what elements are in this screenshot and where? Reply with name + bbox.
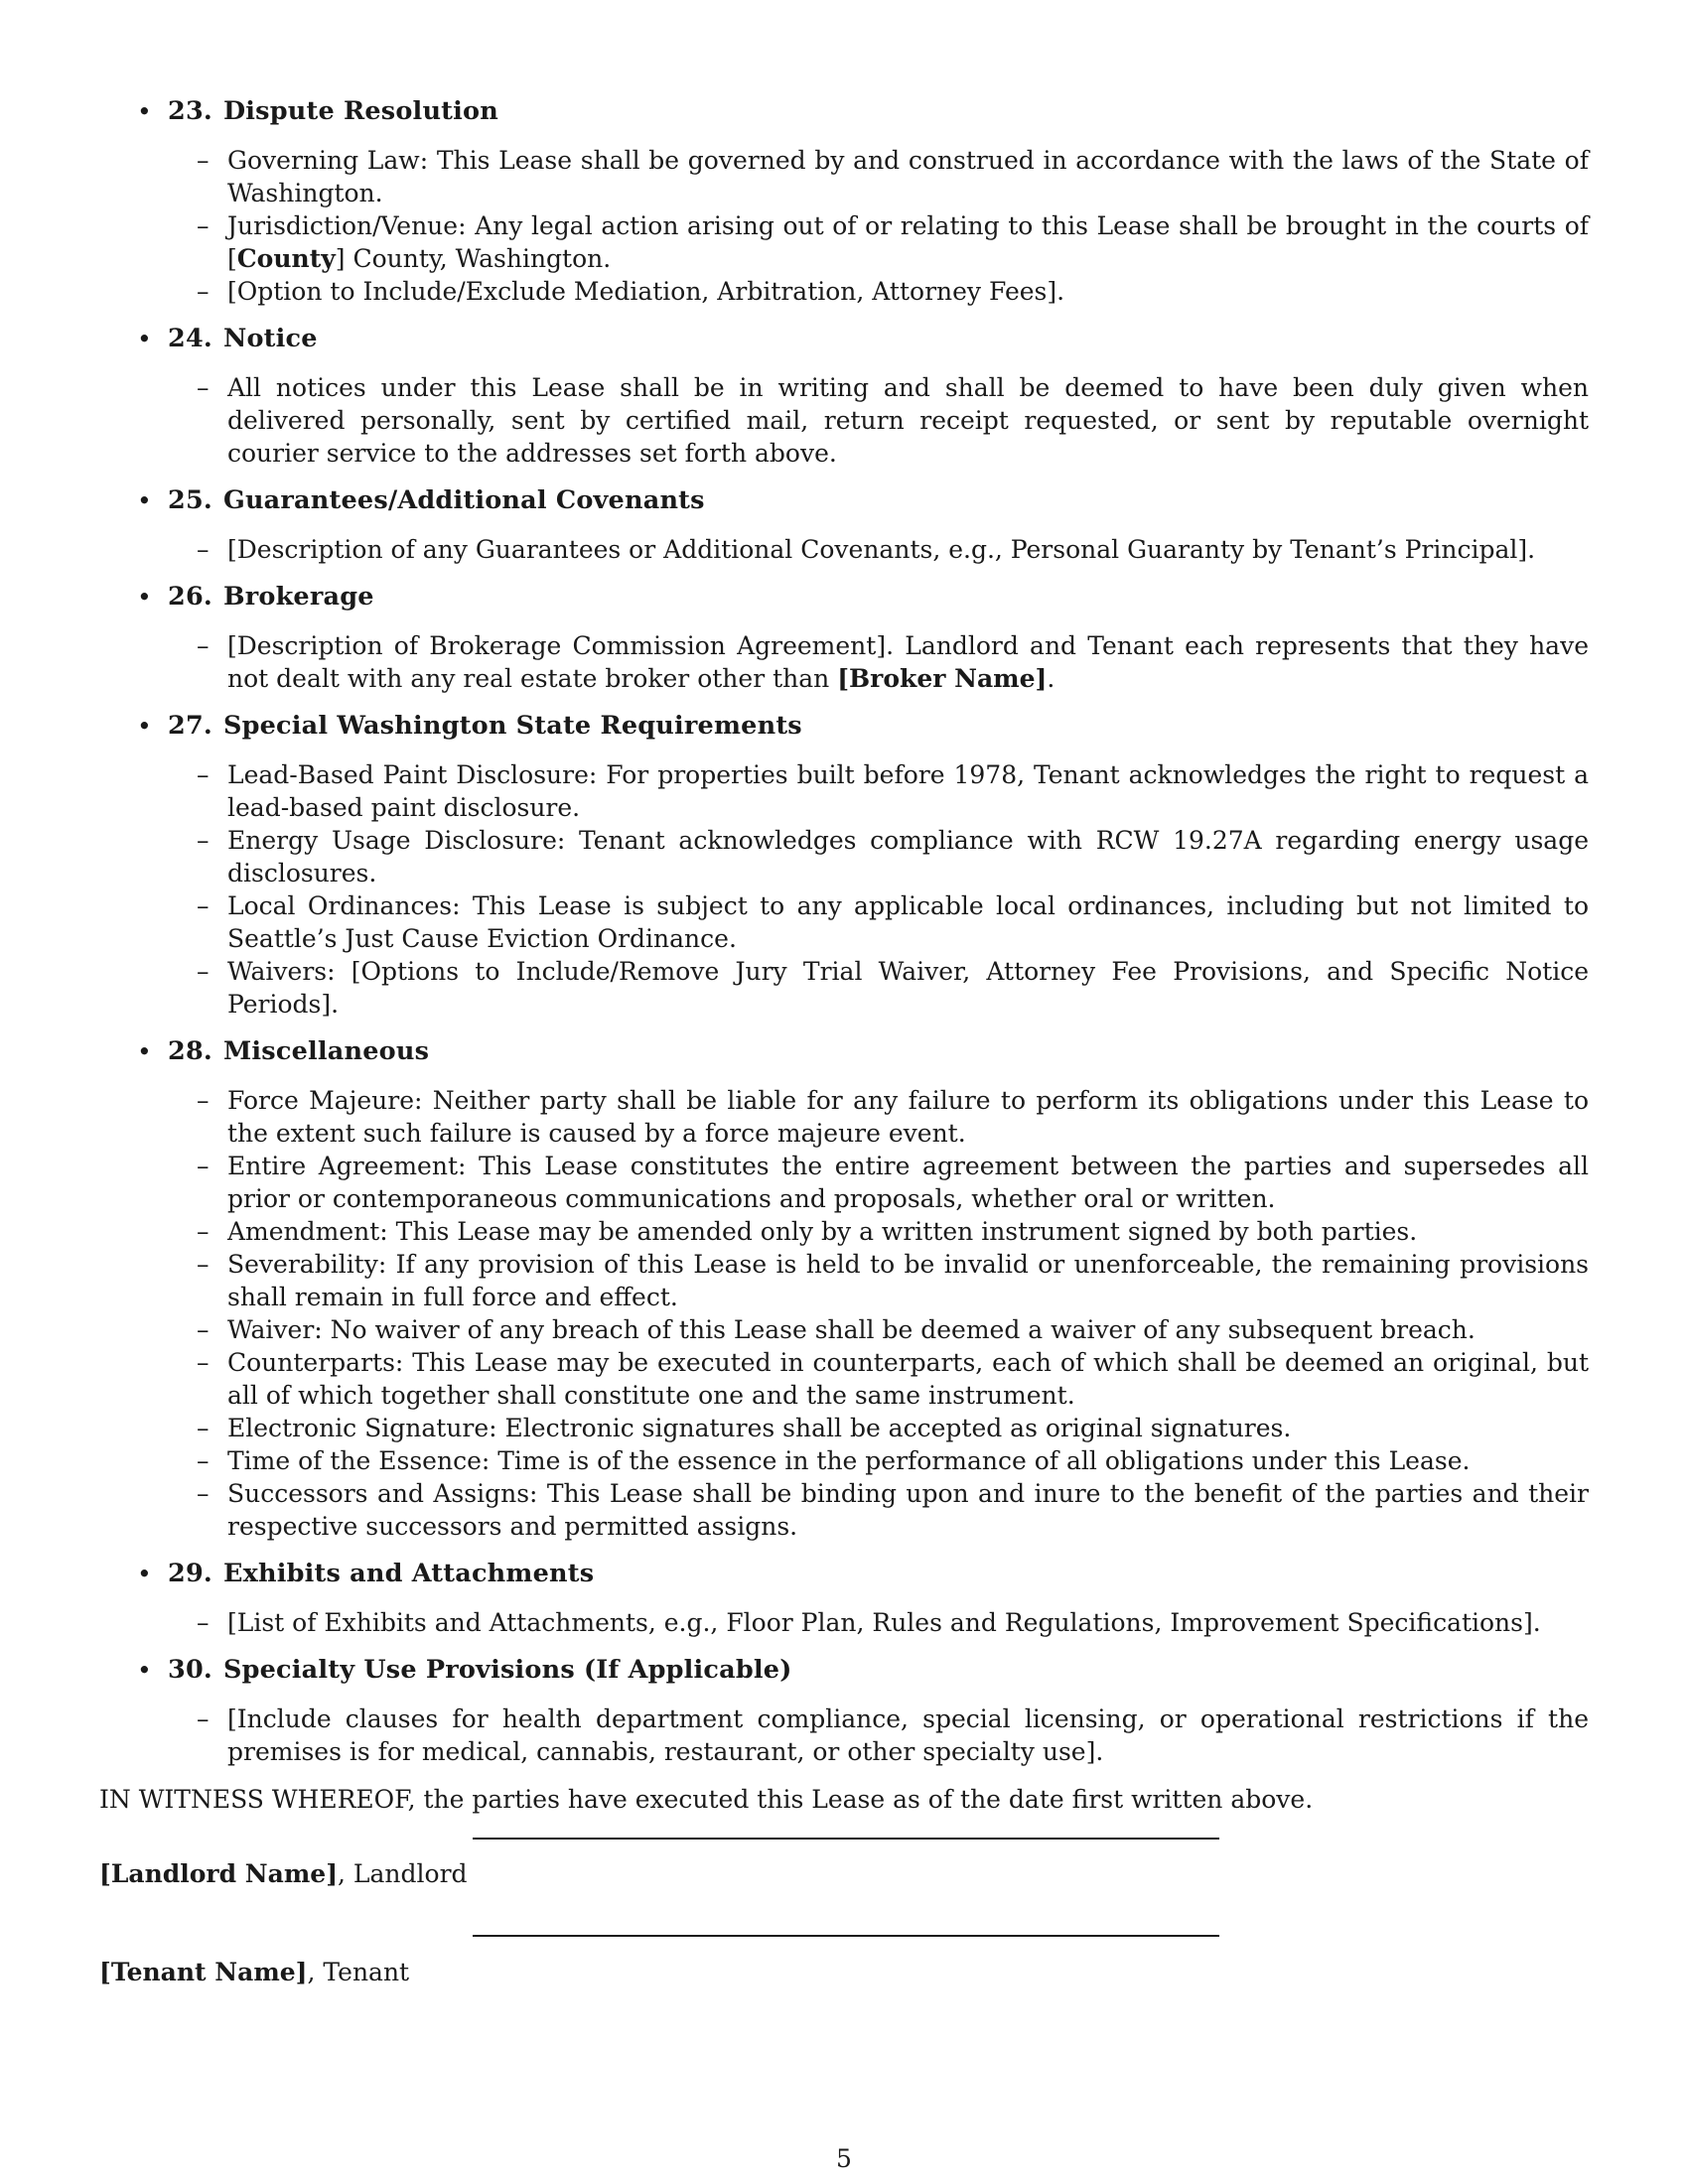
clause-text: Successors and Assigns: This Lease shall be binding upon and inure to the benefit of the parties and their respective successors and permitted assigns.	[227, 1479, 1589, 1541]
clause-item	[168, 1215, 1589, 1248]
clause-item	[168, 1703, 1589, 1768]
section-heading	[168, 581, 1589, 614]
section-item	[99, 1035, 1589, 1543]
section-item	[99, 581, 1589, 695]
clause-text: ] County, Washington.	[335, 244, 612, 273]
section-heading	[168, 95, 1589, 128]
clause-text: [List of Exhibits and Attachments, e.g., Floor Plan, Rules and Regulations, Improvement Specifications].	[227, 1608, 1541, 1637]
clause-item	[168, 955, 1589, 1021]
clause-text: Amendment: This Lease may be amended only by a written instrument signed by both parties.	[227, 1217, 1418, 1246]
clause-list	[168, 629, 1589, 695]
clause-bold-text: [Broker Name]	[837, 664, 1048, 693]
witness-statement: IN WITNESS WHEREOF, the parties have executed this Lease as of the date first written above.	[99, 1785, 1314, 1814]
clause-text: Governing Law: This Lease shall be governed by and construed in accordance with the laws of the State of Washington.	[227, 146, 1589, 207]
document-page	[99, 95, 1589, 1986]
clause-item	[168, 1412, 1589, 1444]
section-heading	[168, 484, 1589, 517]
section-item	[99, 1654, 1589, 1768]
section-number: 23.	[168, 96, 212, 126]
section-item	[99, 1558, 1589, 1639]
clause-item	[168, 1346, 1589, 1412]
clause-item	[168, 889, 1589, 955]
clause-text: [Option to Include/Exclude Mediation, Arbitration, Attorney Fees].	[227, 277, 1065, 306]
clause-text: All notices under this Lease shall be in writing and shall be deemed to have been duly given when delivered personally, sent by certified mail, return receipt requested, or sent by reputable overnight courier service to the addresses set forth above.	[227, 373, 1589, 468]
clause-text: [Description of Brokerage Commission Agreement]. Landlord and Tenant each represents that they have not dealt with any real estate broker other than	[227, 631, 1589, 693]
section-heading	[168, 1558, 1589, 1590]
clause-text: Entire Agreement: This Lease constitutes the entire agreement between the parties and supersedes all prior or contemporaneous communications and proposals, whether oral or written.	[227, 1152, 1589, 1213]
section-title: Exhibits and Attachments	[222, 1559, 595, 1588]
clause-item	[168, 758, 1589, 824]
section-heading	[168, 323, 1589, 355]
section-number: 30.	[168, 1655, 212, 1685]
clause-text: [Description of any Guarantees or Additional Covenants, e.g., Personal Guaranty by Tenant’s Principal].	[227, 535, 1536, 564]
clause-item	[168, 275, 1589, 308]
section-item	[99, 484, 1589, 566]
clause-list	[168, 371, 1589, 470]
clause-text: Electronic Signature: Electronic signatures shall be accepted as original signatures.	[227, 1414, 1292, 1442]
landlord-name: [Landlord Name]	[99, 1859, 339, 1888]
clause-item	[168, 533, 1589, 566]
clause-text: Counterparts: This Lease may be executed in counterparts, each of which shall be deemed an original, but all of which together shall constitute one and the same instrument.	[227, 1348, 1589, 1410]
section-item	[99, 95, 1589, 308]
section-title: Specialty Use Provisions (If Applicable)	[222, 1655, 792, 1685]
section-title: Special Washington State Requirements	[222, 711, 802, 741]
section-item	[99, 323, 1589, 470]
clause-item	[168, 1444, 1589, 1477]
clause-text: Severability: If any provision of this Lease is held to be invalid or unenforceable, the remaining provisions shall remain in full force and effect.	[227, 1250, 1589, 1311]
clause-item	[168, 1150, 1589, 1215]
clause-item	[168, 371, 1589, 470]
tenant-signature-label	[99, 1956, 409, 1988]
tenant-signature-line	[473, 1935, 1219, 1937]
section-number: 24.	[168, 324, 212, 353]
section-title: Brokerage	[222, 582, 374, 612]
clause-text: Waivers: [Options to Include/Remove Jury Trial Waiver, Attorney Fee Provisions, and Specific Notice Periods].	[227, 957, 1589, 1019]
section-number: 27.	[168, 711, 212, 741]
clause-item	[168, 629, 1589, 695]
section-heading	[168, 1035, 1589, 1068]
section-title: Miscellaneous	[222, 1036, 430, 1066]
clause-text: Jurisdiction/Venue: Any legal action arising out of or relating to this Lease shall be brought in the courts of	[227, 211, 1589, 240]
clause-text: Force Majeure: Neither party shall be liable for any failure to perform its obligations under this Lease to the extent such failure is caused by a force majeure event.	[227, 1086, 1589, 1148]
clause-text: [Include clauses for health department compliance, special licensing, or operational restrictions if the premises is for medical, cannabis, restaurant, or other specialty use].	[227, 1705, 1589, 1766]
clause-bold-text: County	[236, 244, 336, 273]
section-number: 29.	[168, 1559, 212, 1588]
section-item	[99, 710, 1589, 1021]
section-number: 25.	[168, 485, 212, 515]
tenant-name: [Tenant Name]	[99, 1958, 308, 1986]
clause-list	[168, 1703, 1589, 1768]
clause-item	[168, 209, 1589, 275]
clause-text: .	[1047, 664, 1055, 693]
section-title: Guarantees/Additional Covenants	[222, 485, 705, 515]
clause-item	[168, 144, 1589, 209]
clause-text: Waiver: No waiver of any breach of this Lease shall be deemed a waiver of any subsequent breach.	[227, 1315, 1476, 1344]
section-title: Dispute Resolution	[222, 96, 498, 126]
landlord-role: , Landlord	[338, 1859, 468, 1888]
clause-item	[168, 1248, 1589, 1313]
clause-item	[168, 1313, 1589, 1346]
clause-list	[168, 1606, 1589, 1639]
page-number: 5	[836, 2144, 852, 2173]
clause-list	[168, 144, 1589, 308]
clause-list	[168, 758, 1589, 1021]
landlord-signature-line	[473, 1838, 1219, 1840]
section-title: Notice	[222, 324, 318, 353]
clause-item	[168, 824, 1589, 889]
clause-text: Time of the Essence: Time is of the essence in the performance of all obligations under this Lease.	[227, 1446, 1471, 1475]
section-number: 26.	[168, 582, 212, 612]
section-number: 28.	[168, 1036, 212, 1066]
clause-list	[168, 533, 1589, 566]
section-heading	[168, 1654, 1589, 1687]
clause-list	[168, 1084, 1589, 1543]
clause-text: [	[227, 244, 237, 273]
section-heading	[168, 710, 1589, 743]
clause-text: Energy Usage Disclosure: Tenant acknowledges compliance with RCW 19.27A regarding energy usage disclosures.	[227, 826, 1589, 887]
clause-item	[168, 1606, 1589, 1639]
clause-item	[168, 1084, 1589, 1150]
clause-text: Lead-Based Paint Disclosure: For properties built before 1978, Tenant acknowledges the right to request a lead-based paint disclosure.	[227, 760, 1589, 822]
section-list	[99, 95, 1589, 1768]
clause-item	[168, 1477, 1589, 1543]
tenant-role: , Tenant	[307, 1958, 410, 1986]
landlord-signature-label	[99, 1857, 468, 1890]
clause-text: Local Ordinances: This Lease is subject to any applicable local ordinances, including but not limited to Seattle’s Just Cause Eviction Ordinance.	[227, 891, 1589, 953]
